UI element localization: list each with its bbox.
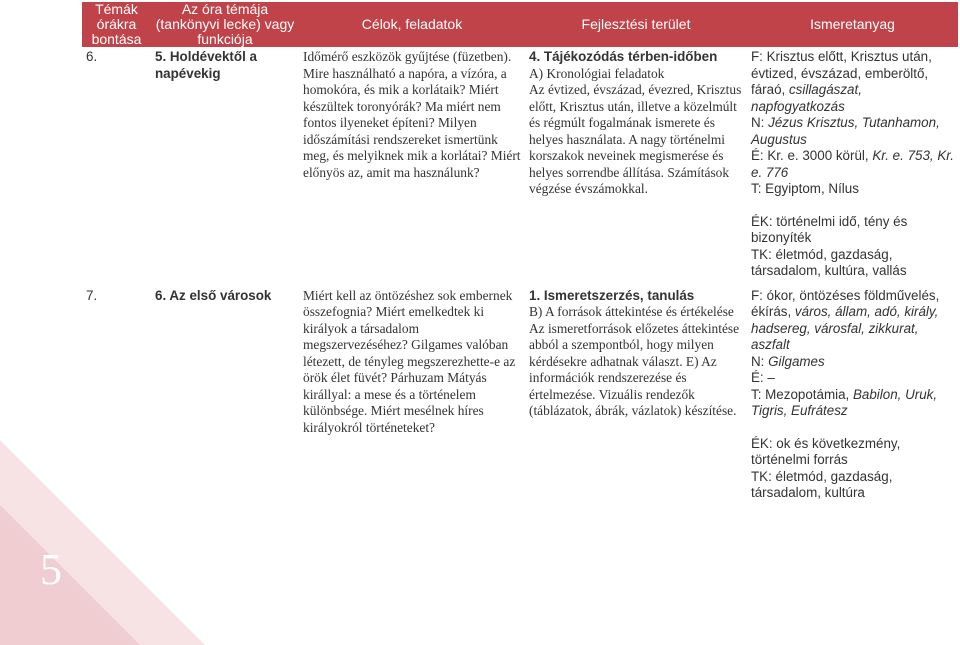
lesson-topic: 5. Holdévektől a napévekig	[155, 49, 257, 81]
goals-cell: Időmérő eszközök gyűjtése (füzetben). Mire használható a napóra, a vízóra, a homokóra, és mik a korlátaik? Miért készültek toronyórák? Ma miért nem fontos ilyeneket építeni? Milyen időszámítási rendszereket ismertünk meg, és melyiknek mik a korlátai? Miért előnyös az, amit ma használunk?	[303, 49, 521, 180]
knowledge-places	[751, 387, 954, 420]
dates-italic: Kr. e. 753, Kr. e. 776	[751, 148, 954, 180]
header-topics-by-lesson: Témák órákra bontása	[82, 2, 151, 47]
development-heading: 4. Tájékozódás térben-időben	[529, 49, 718, 64]
label-f: F:	[751, 49, 767, 64]
header-knowledge: Ismeretanyag	[747, 2, 958, 47]
development-text: B) A források áttekintése és értékelése Az ismeretforrások előzetes áttekintése abból a szempontból, hogy milyen kérdésekre adhatnak választ. E) Az információk rendszerezése és értelmezése. Vizuális rendezők (táblázatok, ábrák, vázlatok) készítése.	[529, 304, 740, 418]
concepts-text: ókor, öntözéses földművelés, ékírás,	[751, 287, 940, 319]
knowledge-topic-concepts: TK: életmód, gazdaság, társadalom, kultúra	[751, 468, 893, 500]
label-e: É:	[751, 148, 768, 163]
table-row	[82, 286, 958, 508]
knowledge-places: T: Egyiptom, Nílus	[751, 181, 859, 196]
knowledge-dates	[751, 148, 954, 181]
page-number: 5	[40, 545, 62, 594]
label-t: T:	[751, 386, 766, 402]
concepts-italic: csillagászat, napfogyatkozás	[751, 82, 862, 114]
header-development-area: Fejlesztési terület	[525, 2, 747, 47]
development-cell	[525, 286, 747, 508]
knowledge-cell	[747, 286, 958, 508]
knowledge-key-concepts: ÉK: történelmi idő, tény és bizonyíték	[751, 213, 908, 245]
knowledge-concepts	[751, 288, 954, 354]
places-italic: Babilon, Uruk, Tigris, Eufrátesz	[751, 386, 938, 418]
names-italic: Jézus Krisztus, Tutanhamon, Augustus	[751, 115, 940, 147]
knowledge-cell	[747, 47, 958, 286]
places-text: Mezopotámia,	[765, 386, 853, 402]
concepts-italic: város, állam, adó, király, hadsereg, városfal, zikkurat, aszfalt	[751, 304, 939, 352]
label-n: N:	[751, 115, 769, 130]
names-italic: Gilgames	[768, 353, 825, 369]
development-cell	[525, 47, 747, 286]
dates-text: Kr. e. 3000 körül,	[767, 148, 873, 163]
lesson-topic: 6. Az első városok	[155, 287, 272, 303]
goals-cell: Miért kell az öntözéshez sok embernek összefognia? Miért emelkedtek ki királyok a társadalom megszervezéséhez? Gilgames valóban létezett, de tényleg megszerezhette-e az örök élet füvét? Párhuzam Mátyás királlyal: a mese és a történelem különbsége. Miért mesélnek híres királyokról történeteket?	[303, 287, 516, 435]
knowledge-names	[751, 354, 954, 371]
label-n: N:	[751, 353, 769, 369]
lesson-plan-table	[82, 2, 958, 508]
label-f: F:	[751, 287, 767, 303]
knowledge-key-concepts: ÉK: ok és következmény, történelmi forrás	[751, 435, 901, 467]
knowledge-concepts	[751, 49, 954, 115]
knowledge-names	[751, 115, 954, 148]
header-goals-tasks: Célok, feladatok	[299, 2, 525, 47]
table-header-row	[82, 2, 958, 47]
development-subheading: A) Kronológiai feladatok	[529, 65, 665, 81]
concepts-text: Krisztus előtt, Krisztus után, évtized, évszázad, emberöltő, fáraó,	[751, 49, 932, 97]
table-row	[82, 47, 958, 286]
knowledge-topic-concepts: TK: életmód, gazdaság, társadalom, kultúra, vallás	[751, 246, 907, 278]
lesson-number: 6.	[86, 49, 98, 64]
development-text: Az évtized, évszázad, évezred, Krisztus előtt, Krisztus után, illetve a közelmúlt és régmúlt fogalmának ismerete és helyes használata. A nagy történelmi korszakok neveinek megismerése és helyes sorrendbe állítása. Számítások végzése évszámokkal.	[529, 82, 742, 196]
header-lesson-topic: Az óra témája (tankönyvi lecke) vagy funkciója	[151, 2, 299, 47]
lesson-number: 7.	[86, 287, 98, 303]
development-heading: 1. Ismeretszerzés, tanulás	[529, 287, 695, 303]
knowledge-dates: É: –	[751, 370, 775, 385]
